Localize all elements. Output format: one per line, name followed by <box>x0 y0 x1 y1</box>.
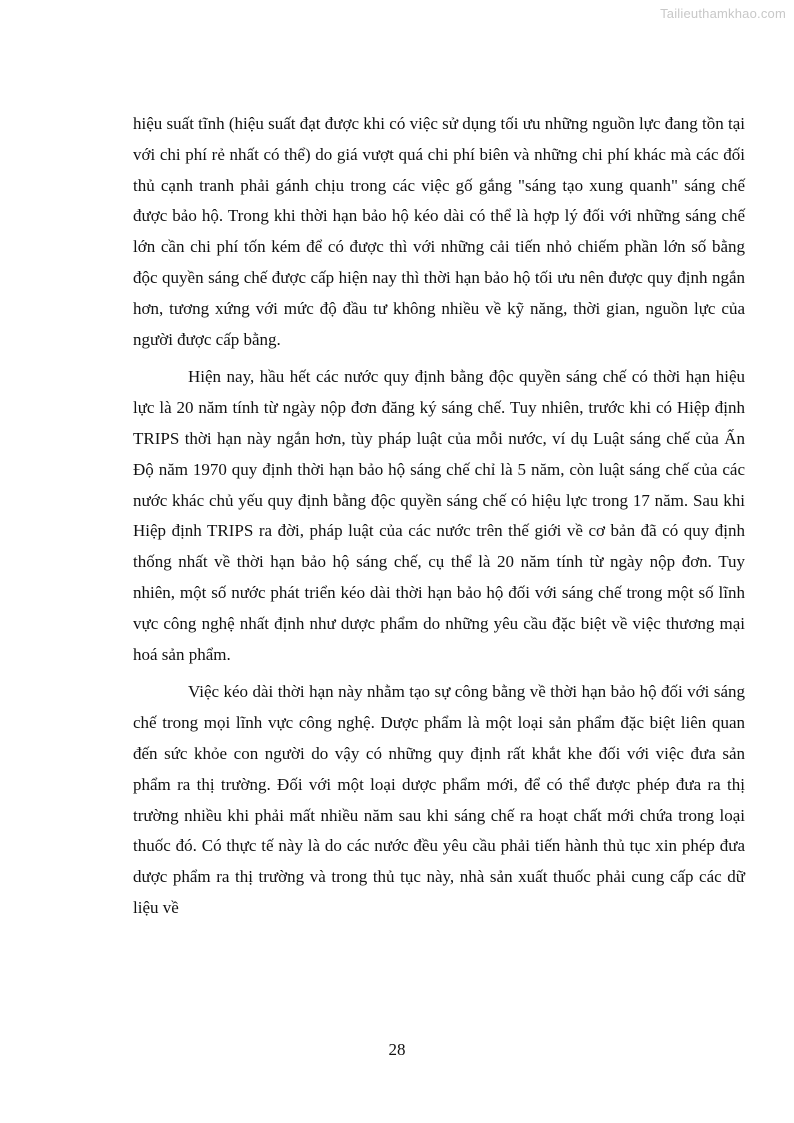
document-body <box>133 109 745 924</box>
page-number: 28 <box>388 1040 406 1059</box>
paragraph-3: Việc kéo dài thời hạn này nhằm tạo sự công bằng về thời hạn bảo hộ đối với sáng chế trong mọi lĩnh vực công nghệ. Dược phẩm là một loại sản phẩm đặc biệt liên quan đến sức khỏe con người do vậy có những quy định rất khắt khe đối với việc đưa sản phẩm ra thị trường. Đối với một loại dược phẩm mới, để có thể được phép đưa ra thị trường nhiều khi phải mất nhiều năm sau khi sáng chế ra hoạt chất mới chứa trong loại thuốc đó. Có thực tế này là do các nước đều yêu cầu phải tiến hành thủ tục xin phép đưa dược phẩm ra thị trường và trong thủ tục này, nhà sản xuất thuốc phải cung cấp các dữ liệu về <box>133 682 745 917</box>
watermark-text: Tailieuthamkhao.com <box>660 6 786 21</box>
paragraph-1: hiệu suất tĩnh (hiệu suất đạt được khi có việc sử dụng tối ưu những nguồn lực đang tồn tại với chi phí rẻ nhất có thể) do giá vượt quá chi phí biên và những chi phí khác mà các đối thủ cạnh tranh phải gánh chịu trong các việc gố gắng "sáng tạo xung quanh" sáng chế được bảo hộ. Trong khi thời hạn bảo hộ kéo dài có thể là hợp lý đối với những sáng chế lớn cần chi phí tốn kém để có được thì với những cải tiến nhỏ chiếm phần lớn số bằng độc quyền sáng chế được cấp hiện nay thì thời hạn bảo hộ tối ưu nên được quy định ngắn hơn, tương xứng với mức độ đầu tư không nhiều về kỹ năng, thời gian, nguồn lực của người được cấp bằng. <box>133 114 745 349</box>
paragraph-2: Hiện nay, hầu hết các nước quy định bằng độc quyền sáng chế có thời hạn hiệu lực là 20 năm tính từ ngày nộp đơn đăng ký sáng chế. Tuy nhiên, trước khi có Hiệp định TRIPS thời hạn này ngắn hơn, tùy pháp luật của mỗi nước, ví dụ Luật sáng chế của Ấn Độ năm 1970 quy định thời hạn bảo hộ sáng chế chỉ là 5 năm, còn luật sáng chế của các nước khác chủ yếu quy định bằng độc quyền sáng chế có hiệu lực trong 17 năm. Sau khi Hiệp định TRIPS ra đời, pháp luật của các nước trên thế giới về cơ bản đã có quy định thống nhất về thời hạn bảo hộ sáng chế, cụ thể là 20 năm tính từ ngày nộp đơn. Tuy nhiên, một số nước phát triển kéo dài thời hạn bảo hộ đối với sáng chế trong một số lĩnh vực công nghệ nhất định như dược phẩm do những yêu cầu đặc biệt về việc thương mại hoá sản phẩm. <box>133 367 745 664</box>
